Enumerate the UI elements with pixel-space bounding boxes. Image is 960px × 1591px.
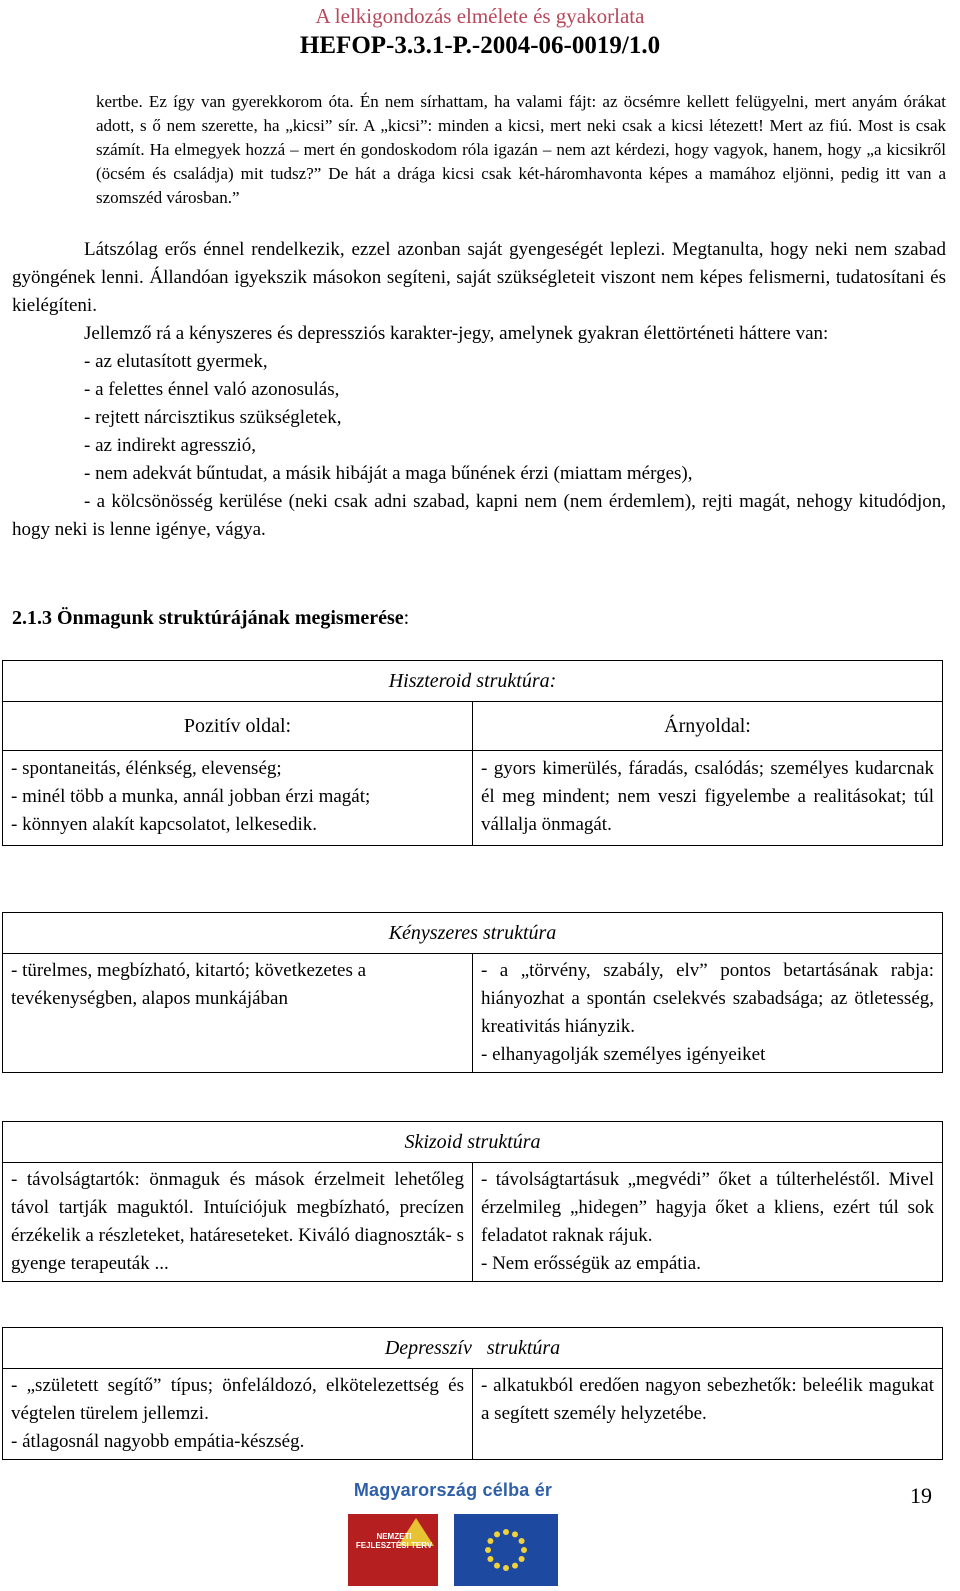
- table-cell-left: - spontaneitás, élénkség, elevenség; - minél több a munka, annál jobban érzi magát; - könnyen alakít kapcsolatot, lelkesedik.: [3, 751, 473, 846]
- table-skizoid: [2, 1121, 943, 1282]
- section-heading-text: 2.1.3 Önmagunk struktúrájának megismerése: [12, 607, 404, 629]
- nft-logo-text: NEMZETI FEJLESZTÉSI TERV: [355, 1532, 433, 1550]
- list-item: - nem adekvát bűntudat, a másik hibáját a maga bűnének érzi (miattam mérges),: [84, 463, 693, 484]
- column-header-colon: :: [745, 715, 751, 737]
- magyarorszag-celba-er-logo: Magyarország célba ér: [353, 1480, 553, 1500]
- paragraph: Látszólag erős énnel rendelkezik, ezzel azonban saját gyengeségét leplezi. Megtanulta, hogy neki nem szabad gyöngének lenni. Állandóan igyekszik másokon segíteni, saját szükségleteit viszont nem képes felismerni, tudatosítani és kielégíteni.: [12, 239, 946, 316]
- nft-logo: [348, 1514, 438, 1586]
- section-heading-colon: :: [403, 607, 410, 629]
- list-item: - az elutasított gyermek,: [84, 351, 268, 372]
- table-cell-left: - türelmes, megbízható, kitartó; következetes a tevékenységben, alapos munkájában: [3, 954, 473, 1073]
- header-code: HEFOP-3.3.1-P.-2004-06-0019/1.0: [299, 32, 661, 59]
- table-hiszteroid: [2, 660, 943, 846]
- table-cell-right: - gyors kimerülés, fáradás, csalódás; személyes kudarcnak él meg mindent; nem veszi figyelembe a realitásokat; túl vállalja önmagát.: [473, 751, 943, 846]
- table-cell-right: - a „törvény, szabály, elv” pontos betartásának rabja: hiányozhat a spontán cselekvés szabadsága; az ötletesség, kreativitás hiányzik. - elhanyagolják személyes igényeiket: [473, 954, 943, 1073]
- section-heading: [12, 607, 409, 630]
- table-kenyszeres: [2, 912, 943, 1073]
- eu-stars-icon: [454, 1514, 558, 1586]
- paragraph: Jellemző rá a kényszeres és depressziós karakter-jegy, amelynek gyakran élettörténeti háttere van:: [84, 323, 829, 344]
- column-header-negative-text: Árnyoldal: [664, 715, 746, 737]
- quote-text: kertbe. Ez így van gyerekkorom óta. Én nem sírhattam, ha valami fájt: az öcsémre kellett felügyelni, mert anyám órákat adott, s ő nem szerette, ha „kicsi” sír. A „kicsi”: minden a kicsi, mert neki csak a kicsi létezett! Mert az fiú. Most is csak számít. Ha elmegyek hozzá – mert én gondoskodom róla igazán – nem azt kérdezi, hogy vagyok, hanem, hogy „a kicsikről (öcsém és családja) mit tudsz?” De hát a drága kicsi csak két-háromhavonta képes a mamához eljönni, pedig itt van a szomszéd városban.”: [96, 92, 946, 207]
- quote-block: [96, 90, 946, 210]
- table-cell-left: - „született segítő” típus; önfeláldozó, elkötelezettség és végtelen türelem jellemzi. - átlagosnál nagyobb empátia-készség.: [3, 1369, 473, 1460]
- page-number: 19: [910, 1483, 932, 1508]
- column-header-positive: [3, 702, 473, 751]
- table-depressziv: [2, 1327, 943, 1460]
- table-caption: Skizoid struktúra: [3, 1122, 943, 1163]
- table-cell-left: - távolságtartók: önmaguk és mások érzelmeit lehetőleg távol tartják maguktól. Intuíciójuk megbízható, precízen érzékelik a részleteket, határeseteket. Kiváló diagnoszták- s gyenge terapeuták ...: [3, 1163, 473, 1282]
- column-header-positive-text: Pozitív oldal: [183, 715, 286, 737]
- column-header-negative: [473, 702, 943, 751]
- eu-flag-icon: [454, 1514, 558, 1586]
- body-text: [12, 236, 946, 544]
- list-item: - a felettes énnel való azonosulás,: [84, 379, 340, 400]
- list-item: - rejtett nárcisztikus szükségletek,: [84, 407, 342, 428]
- table-caption: Kényszeres struktúra: [3, 913, 943, 954]
- column-header-colon: :: [285, 715, 292, 737]
- footer-logos: [346, 1476, 560, 1588]
- table-caption: Hiszteroid struktúra:: [3, 661, 943, 702]
- list-item: - a kölcsönösség kerülése (neki csak adni szabad, kapni nem (nem érdemlem), rejti magát, nehogy kitudódjon, hogy neki is lenne igénye, vágya.: [12, 491, 946, 540]
- header-title: A lelkigondozás elmélete és gyakorlata: [315, 4, 645, 28]
- list-item: - az indirekt agresszió,: [84, 435, 256, 456]
- table-cell-right: - távolságtartásuk „megvédi” őket a túlterheléstől. Mivel érzelmileg „hidegen” hagyja őket a kliens, ezért túl sok feladatot raknak rájuk. - Nem erősségük az empátia.: [473, 1163, 943, 1282]
- table-caption: Depresszív struktúra: [3, 1328, 943, 1369]
- table-cell-right: - alkatukból eredően nagyon sebezhetők: beleélik magukat a segített személy helyzetébe.: [473, 1369, 943, 1460]
